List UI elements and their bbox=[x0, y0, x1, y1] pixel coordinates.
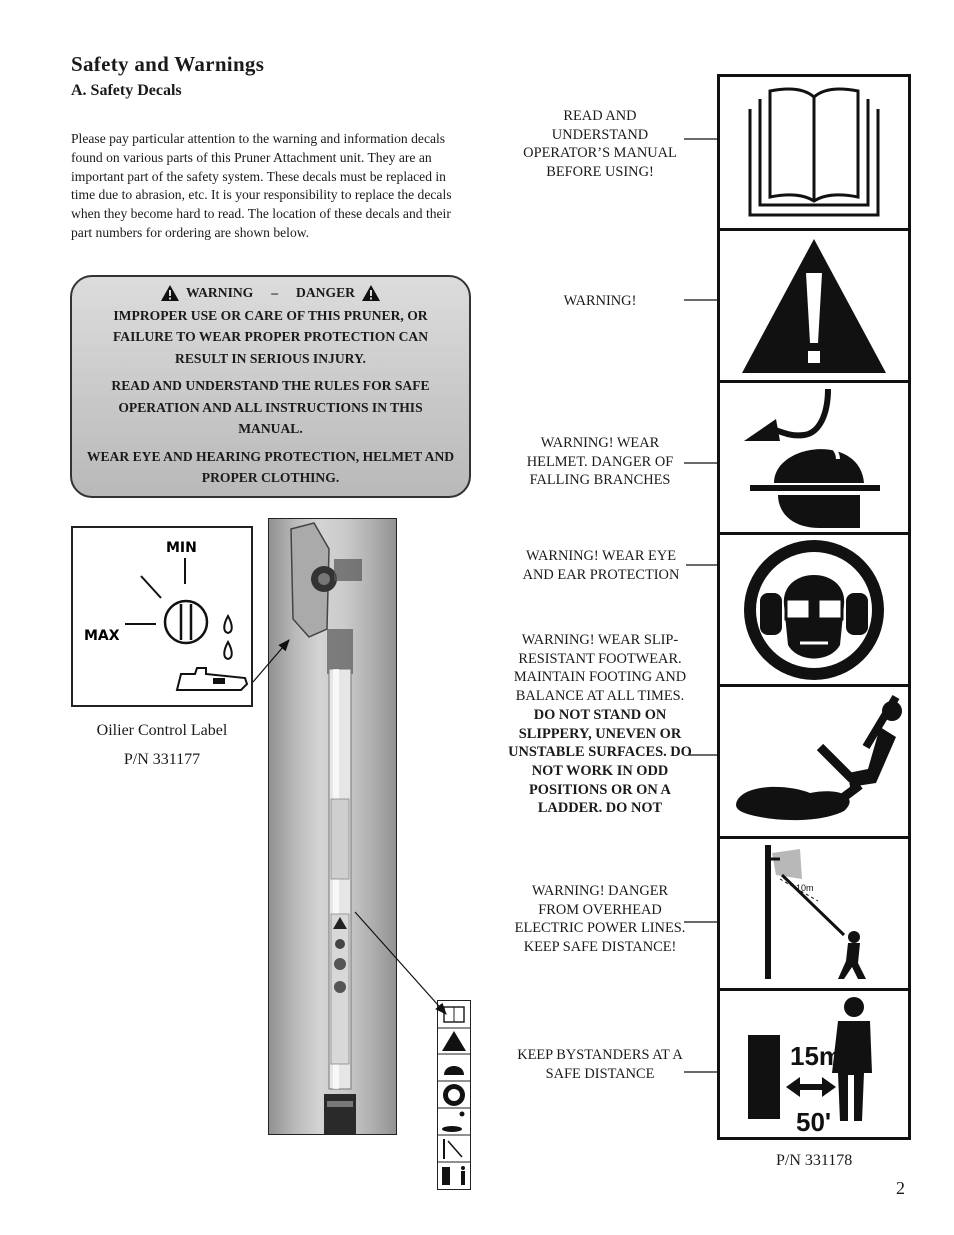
oilier-part-number: P/N 331177 bbox=[123, 751, 201, 768]
decal-footwear bbox=[720, 687, 908, 839]
decal-label-bystanders: KEEP BYSTANDERS AT A SAFE DISTANCE bbox=[517, 1047, 683, 1082]
intro-paragraph: Please pay particular attention to the warning and information decals found on various parts of this Pruner Attachment unit. They are an important part of the safety system. These decals must be replaced in time due to abrasion, etc. It is your responsibility to replace the decals when they become hard to read. The location of these decals and their part numbers for ordering are shown below. bbox=[71, 131, 452, 240]
footwear-bold-text: DO NOT STAND ON SLIPPERY, UNEVEN OR UNSTABLE SURFACES. DO NOT WORK IN ODD POSITIONS OR ON A LADDER. DO NOT bbox=[508, 706, 692, 817]
eye-ear-protection-icon bbox=[720, 535, 908, 684]
distance-metric: 15m bbox=[790, 1041, 843, 1071]
warning-paragraph-2: READ AND UNDERSTAND THE RULES FOR SAFE OPERATION AND ALL INSTRUCTIONS IN THIS MANUAL. bbox=[111, 378, 430, 436]
decal-label-eye-ear: WARNING! WEAR EYE AND EAR PROTECTION bbox=[522, 548, 680, 583]
slipping-person-icon bbox=[720, 687, 908, 836]
decal-label-power-lines: WARNING! DANGER FROM OVERHEAD ELECTRIC POWER LINES. KEEP SAFE DISTANCE! bbox=[514, 883, 686, 956]
page-number: 2 bbox=[896, 1178, 905, 1198]
distance-imperial: 50' bbox=[796, 1107, 832, 1137]
header-separator: – bbox=[271, 285, 279, 300]
decal-label-warning: WARNING! bbox=[563, 293, 637, 309]
decal-manual bbox=[720, 77, 908, 231]
power-line-distance: 10m bbox=[796, 883, 814, 893]
warning-paragraph-3: WEAR EYE AND HEARING PROTECTION, HELMET AND PROPER CLOTHING. bbox=[86, 448, 455, 485]
footwear-text: WARNING! WEAR SLIP-RESISTANT FOOTWEAR. MAINTAIN FOOTING AND BALANCE AT ALL TIMES. bbox=[513, 632, 687, 705]
section-subtitle: A. Safety Decals bbox=[71, 82, 182, 99]
power-line-danger-icon bbox=[720, 839, 908, 988]
oilier-min-text: MIN bbox=[166, 540, 197, 556]
safety-decal-strip bbox=[717, 74, 911, 1140]
bystander-distance-icon bbox=[720, 991, 908, 1137]
warning-paragraph-1: IMPROPER USE OR CARE OF THIS PRUNER, OR FAILURE TO WEAR PROPER PROTECTION CAN RESULT IN SERIOUS INJURY. bbox=[112, 307, 429, 366]
oilier-max-text: MAX bbox=[84, 628, 120, 644]
decal-bystanders bbox=[720, 991, 908, 1137]
decal-label-footwear bbox=[508, 631, 692, 818]
decal-power-lines bbox=[720, 839, 908, 991]
exclamation-triangle-icon bbox=[720, 231, 908, 380]
oilier-caption: Oilier Control Label bbox=[96, 722, 228, 739]
section-title: Safety and Warnings bbox=[71, 52, 265, 76]
decal-warning bbox=[720, 231, 908, 383]
decal-part-number: P/N 331178 bbox=[776, 1152, 853, 1169]
helmet-falling-branch-icon bbox=[720, 383, 908, 532]
decal-helmet bbox=[720, 383, 908, 535]
open-book-icon bbox=[720, 77, 908, 228]
decal-eye-ear bbox=[720, 535, 908, 687]
warning-word: WARNING bbox=[186, 285, 254, 300]
danger-word: DANGER bbox=[296, 285, 355, 300]
decal-label-helmet: WARNING! WEAR HELMET. DANGER OF FALLING BRANCHES bbox=[526, 435, 674, 489]
decal-label-manual: READ AND UNDERSTAND OPERATOR’S MANUAL BEFORE USING! bbox=[523, 108, 677, 181]
